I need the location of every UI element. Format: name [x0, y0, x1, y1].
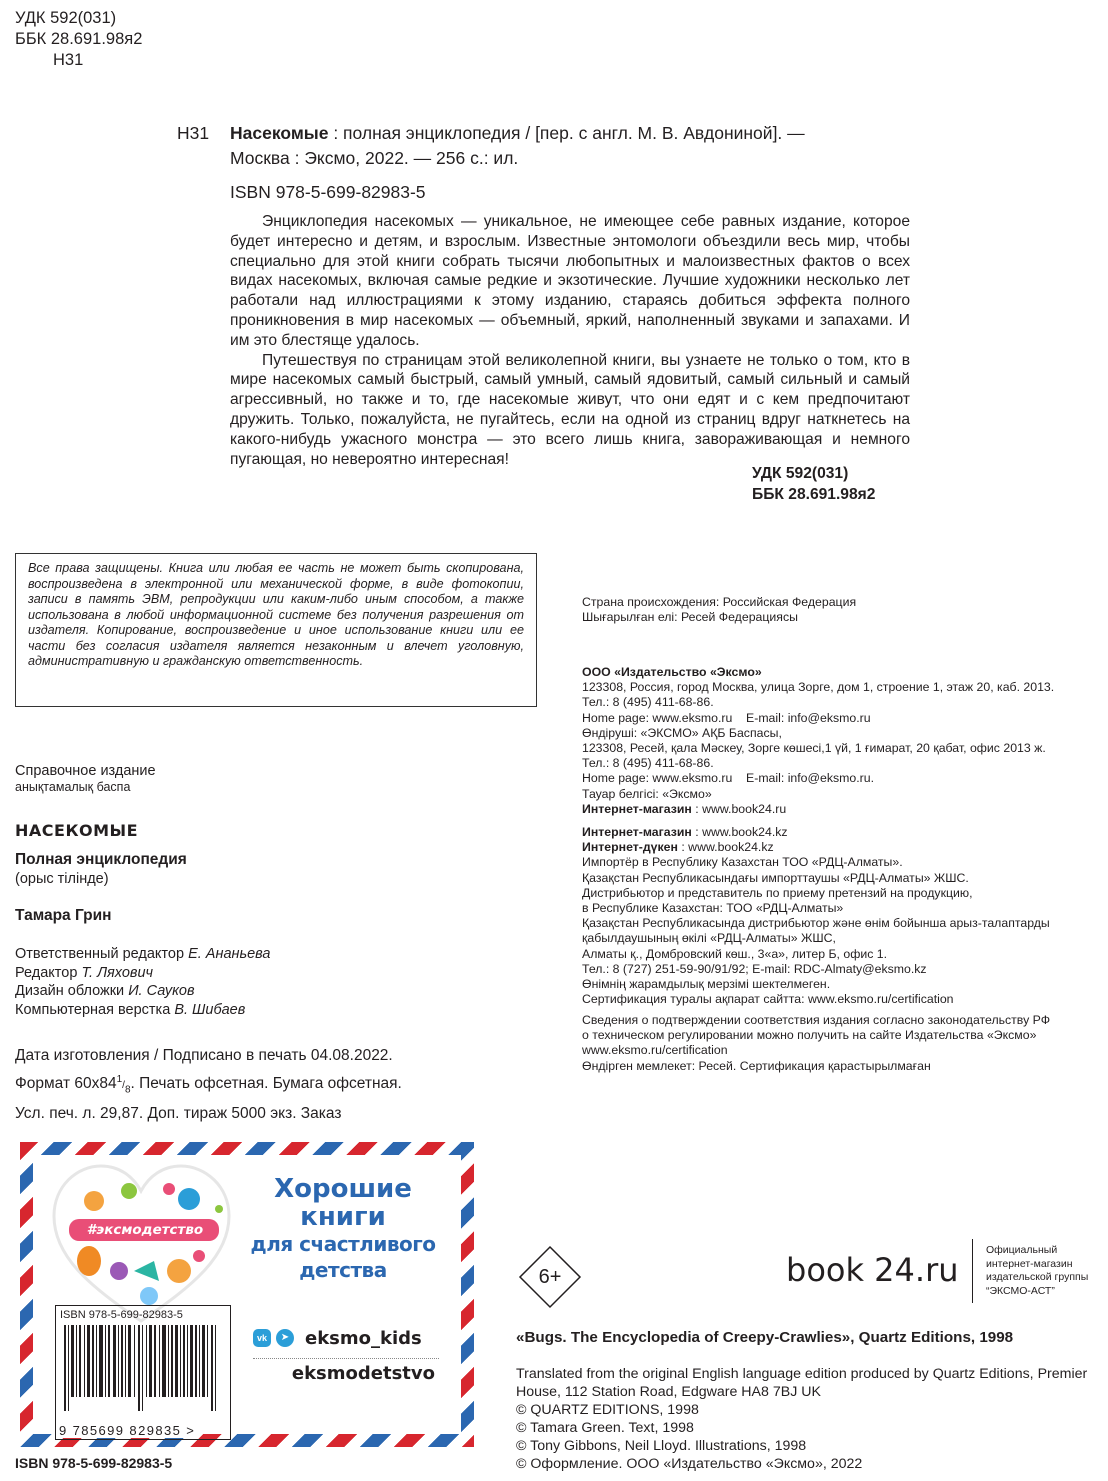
official-line: издательской группы — [986, 1271, 1089, 1283]
social-handle-kids[interactable]: eksmo_kids — [305, 1327, 422, 1349]
publisher-line: Тауар белгісі: «Эксмо» — [582, 786, 712, 801]
language-note: (орыс тілінде) — [15, 871, 109, 887]
index-codes — [752, 463, 875, 505]
social-divider — [253, 1358, 439, 1359]
book24-official-note — [986, 1244, 1088, 1298]
slogan-line: книги — [300, 1202, 386, 1232]
print-info — [15, 1044, 402, 1126]
cert-line: www.eksmo.ru/certification — [582, 1043, 728, 1058]
age-rating-label: 6+ — [538, 1266, 562, 1288]
index-udk: УДК 592(031) — [752, 465, 849, 482]
credit-row — [15, 982, 271, 1001]
abstract-paragraph-2: Путешествуя по страницам этой великолепной книги, вы узнаете не только о том, кто в мире насекомых самый быстрый, самый умный, самый ядовитый, самый сильный и самый агрессивный, но также и то, где насекомые живут, что они едят и с кем предпочитают дружить. Только, пожалуйста, не пугайтесь, если на одной из страниц вдруг наткнетесь на какого-нибудь ужасного монстра — это всего лишь книга, завораживающая и немного пугающая, но невероятно интересная! — [230, 351, 910, 468]
catalog-entry-line1 — [230, 121, 805, 145]
social-links — [253, 1323, 439, 1384]
credit-name: В. Шибаев — [174, 1001, 246, 1018]
cert-line: Өндірген мемлекет: Ресей. Сертификация қарастырылмаған — [582, 1058, 931, 1073]
slogan-line: Хорошие — [274, 1174, 412, 1204]
publisher-info — [582, 665, 1054, 817]
official-line: интернет-магазин — [986, 1257, 1073, 1270]
isbn-barcode-box — [55, 1305, 231, 1440]
publisher-shop-ru — [582, 802, 1054, 817]
kz-line: Қазақстан Республикасында дистрибьютор және өнім бойынша арыз-талаптарды — [582, 916, 1050, 931]
catalog-line1-rest: : полная энциклопедия / [пер. с англ. М. В. Авдониной]. — — [328, 123, 805, 143]
book-title: НАСЕКОМЫЕ — [15, 821, 139, 840]
social-handle-detstvo[interactable]: eksmodetstvo — [291, 1363, 435, 1384]
edition-type-kz: анықтамалық баспа — [15, 780, 131, 794]
format-sup: 1 — [116, 1074, 123, 1085]
social-row-1 — [253, 1323, 439, 1353]
format-prefix: Формат 60x84 — [15, 1075, 117, 1093]
certification-info — [582, 1013, 1050, 1074]
kz-line: Алматы қ., Домбровский көш., 3«а», литер Б, офис 1. — [582, 946, 888, 961]
kazakhstan-info — [582, 825, 1050, 1007]
barcode-isbn: ISBN 978-5-699-82983-5 — [60, 1309, 183, 1321]
index-bbk: ББК 28.691.98я2 — [752, 486, 876, 503]
publisher-name: ООО «Издательство «Эксмо» — [582, 665, 762, 679]
original-credits — [516, 1365, 1087, 1473]
author-mark: Н31 — [53, 51, 84, 69]
publisher-line: Тел.: 8 (495) 411-68-86. — [582, 695, 714, 710]
original-line: © Tony Gibbons, Neil Lloyd. Illustrations, 1998 — [516, 1438, 807, 1454]
cert-line: о техническом регулировании можно получить на сайте Издательства «Эксмо» — [582, 1028, 1037, 1043]
bbk-code: ББК 28.691.98я2 — [15, 30, 143, 48]
kz-line: Сертификация туралы ақпарат сайтта: www.eksmo.ru/certification — [582, 992, 954, 1007]
catalog-isbn: ISBN 978-5-699-82983-5 — [230, 182, 426, 202]
credit-role: Редактор — [15, 964, 82, 981]
shop-url-kz: : www.book24.kz — [691, 825, 788, 839]
dukan-label: Интернет-дүкен — [582, 840, 678, 855]
original-line: © QUARTZ EDITIONS, 1998 — [516, 1402, 699, 1418]
hashtag-label: #эксмодетство — [86, 1222, 204, 1238]
age-rating — [518, 1245, 582, 1309]
book-subtitle: Полная энциклопедия — [15, 851, 187, 868]
barcode-digits: 9 785699 829835 > — [59, 1423, 196, 1438]
kz-line: қабылдаушының өкілі «РДЦ-Алматы» ЖШС, — [582, 931, 836, 946]
original-line: House, 112 Station Road, Edgware HA8 7BJ UK — [516, 1384, 821, 1400]
book24-logo[interactable]: book 24.ru — [786, 1251, 959, 1289]
slogan-line: для счастливого — [250, 1232, 436, 1256]
country-of-origin — [582, 595, 856, 625]
vk-icon: vk — [253, 1329, 271, 1347]
format-sub: 8 — [124, 1084, 131, 1096]
postcard-inner — [33, 1155, 461, 1438]
dukan-kz-line — [582, 840, 1050, 855]
credit-name: И. Сауков — [128, 983, 195, 999]
promo-postcard — [20, 1142, 474, 1447]
official-line: Официальный — [986, 1244, 1058, 1256]
publisher-line: Тел.: 8 (495) 411-68-86. — [582, 756, 714, 771]
credit-role: Компьютерная верстка — [15, 1001, 175, 1018]
original-line: © Tamara Green. Text, 1998 — [516, 1420, 694, 1436]
top-classification — [15, 8, 142, 71]
original-line: © Оформление. ООО «Издательство «Эксмо», 2022 — [516, 1456, 863, 1472]
official-line: “ЭКСМО-АСТ” — [986, 1284, 1055, 1297]
catalog-mark: Н31 — [177, 123, 210, 143]
edition-type-ru: Справочное издание — [15, 763, 156, 779]
credits — [15, 945, 271, 1019]
kz-line: Тел.: 8 (727) 251-59-90/91/92; E-mail: RDC-Almaty@eksmo.kz — [582, 961, 927, 976]
dukan-url: : www.book24.kz — [677, 840, 774, 855]
print-format: Формат $60x84^1/_8$. Печать офсетная. Бумага офсетная. — [15, 1074, 402, 1096]
publisher-line: 123308, Россия, город Москва, улица Зорге, дом 1, строение 1, этаж 20, каб. 2013. — [582, 680, 1055, 695]
bottom-isbn: ISBN 978-5-699-82983-5 — [15, 1455, 173, 1471]
credit-name: Е. Ананьева — [188, 946, 271, 962]
author-name: Тамара Грин — [15, 907, 112, 924]
abstract-paragraph-1: Энциклопедия насекомых — уникальное, не имеющее себе равных издание, которое будет интересно и детям, и взрослым. Известные энтомологи объездили весь мир, чтобы специально для этой книги собрать тысячи любопытных и малоизвестных фактов о всех видах насекомых, включая самые редкие и экзотические. Лучшие художники несколько лет работали над иллюстрациями к этому изданию, стараясь добиться эффекта полного проникновения в мир насекомых — объемный, яркий, наполненный звуками и запахами. И им это блестяще удалось. — [230, 213, 910, 349]
kz-line: Импортёр в Республику Казахстан ТОО «РДЦ-Алматы». — [582, 855, 903, 870]
shop-label-kz: Интернет-магазин — [582, 825, 692, 839]
shop-kz-line — [582, 825, 1050, 840]
original-line: Translated from the original English language edition produced by Quartz Editions, Premier — [516, 1366, 1088, 1382]
credit-role: Дизайн обложки — [15, 983, 129, 999]
barcode-image — [58, 1325, 228, 1411]
credit-role: Ответственный редактор — [15, 946, 189, 962]
book24-divider — [972, 1239, 973, 1303]
print-sheets: Усл. печ. л. 29,87. Доп. тираж 5000 экз. Заказ — [15, 1105, 342, 1123]
publisher-line: Home page: www.eksmo.ru E-mail: info@eksmo.ru. — [582, 771, 874, 786]
kz-line: в Республике Казахстан: ТОО «РДЦ-Алматы» — [582, 901, 844, 916]
origin-kz: Шығарылған елі: Ресей Федерациясы — [582, 610, 798, 625]
print-date: Дата изготовления / Подписано в печать 04.08.2022. — [15, 1047, 393, 1064]
catalog-title: Насекомые — [230, 123, 329, 143]
credit-name: Т. Ляхович — [81, 964, 154, 981]
udk-code: УДК 592(031) — [15, 9, 117, 27]
credit-row — [15, 964, 271, 983]
catalog-entry-line2: Москва : Эксмо, 2022. — 256 с.: ил. — [230, 148, 519, 168]
edition-type — [15, 762, 156, 795]
publisher-line: 123308, Ресей, қала Мәскеу, Зорге көшесі,1 үй, 1 ғимарат, 20 қабат, офис 2013 ж. — [582, 741, 1046, 756]
original-title: «Bugs. The Encyclopedia of Creepy-Crawlies», Quartz Editions, 1998 — [516, 1329, 1014, 1346]
shop-label: Интернет-магазин — [582, 801, 692, 816]
slogan-line: детства — [299, 1258, 387, 1282]
heart-illustration — [49, 1161, 234, 1329]
cert-line: Сведения о подтверждении соответствия издания согласно законодательству РФ — [582, 1013, 1051, 1027]
kz-line: Қазақстан Республикасындағы импорттаушы «РДЦ-Алматы» ЖШС. — [582, 870, 969, 885]
promo-slogan — [238, 1175, 448, 1283]
heart-icon — [49, 1161, 234, 1329]
kz-line: Өнімнің жарамдылық мерзімі шектелмеген. — [582, 977, 831, 992]
format-suffix: . Печать офсетная. Бумага офсетная. — [130, 1075, 402, 1093]
origin-ru: Страна происхождения: Российская Федерация — [582, 595, 857, 609]
telegram-icon: ➤ — [276, 1329, 294, 1347]
shop-url-ru: : www.book24.ru — [691, 801, 787, 816]
abstract — [230, 212, 910, 469]
publisher-line: Өндіруші: «ЭКСМО» АҚБ Баспасы, — [582, 725, 782, 740]
credit-row — [15, 945, 271, 964]
publisher-line: Home page: www.eksmo.ru E-mail: info@eksmo.ru — [582, 710, 871, 725]
copyright-notice-box: Все права защищены. Книга или любая ее часть не может быть скопирована, воспроизведена в электронной или механической форме, в виде фотокопии, записи в память ЭВМ, репродукции или каким-либо иным способом, а также использована в любой информационной системе без получения разрешения от издателя. Копирование, воспроизведение и иное использование книги или ее части без согласия издателя является незаконным и влечет уголовную, административную и гражданскую ответственность. — [15, 553, 537, 707]
kz-line: Дистрибьютор и представитель по приему претензий на продукцию, — [582, 885, 973, 900]
credit-row — [15, 1001, 271, 1020]
